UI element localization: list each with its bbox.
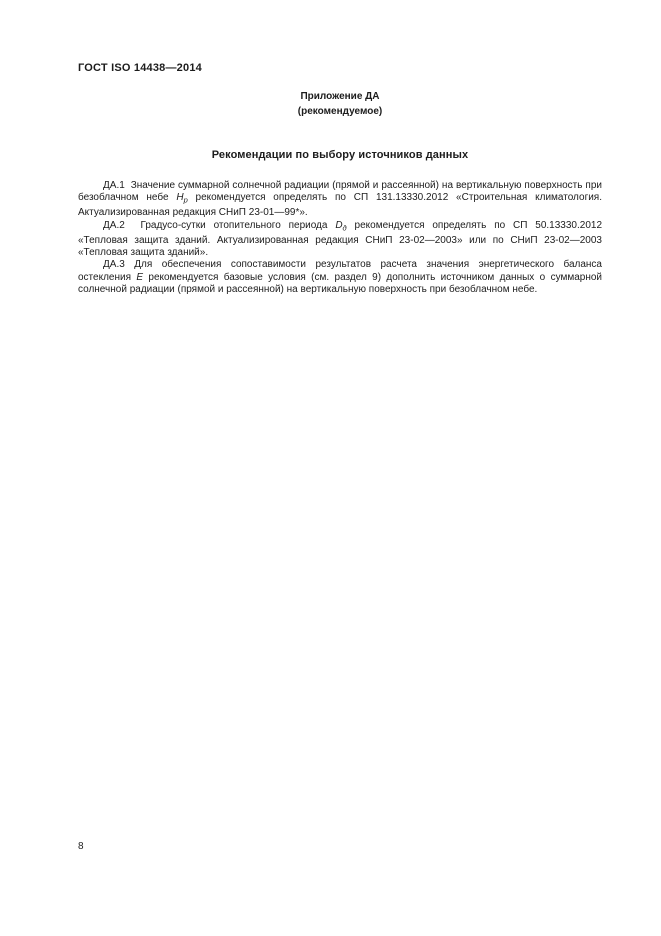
- document-designation: ГОСТ ISO 14438—2014: [78, 62, 202, 74]
- annex-type: (рекомендуемое): [297, 106, 383, 117]
- text-run: рекомендуется базовые условия (см. раздел 9) дополнить источником данных о суммарной солнечной радиации (прямой и рассеянной) на вертикальную поверхность при безоблачном небе.: [78, 271, 602, 296]
- body-text: [78, 180, 602, 297]
- variable-symbol: E: [136, 271, 144, 283]
- annex-title: Рекомендации по выбору источников данных: [211, 149, 469, 161]
- page-number: 8: [78, 841, 84, 852]
- text-run: ДА.3 Для обеспечения сопоставимости результатов расчета значения энергетического баланса остекления: [78, 259, 602, 283]
- variable-subscript: д: [342, 223, 347, 233]
- variable-symbol: D: [335, 219, 343, 231]
- annex-heading: [78, 89, 602, 119]
- text-run: рекомендуется определять по СП 131.13330.2012 «Строительная климатология. Актуализированная редакция СНиП 23-01—99*».: [78, 192, 602, 219]
- text-run: ДА.2 Градусо-сутки отопительного периода: [103, 219, 336, 231]
- variable-symbol: H: [176, 192, 184, 204]
- text-run: ДА.1 Значение суммарной солнечной радиации (прямой и рассеянной) на вертикальную поверхность при безоблачном небе: [78, 180, 602, 204]
- annex-label: Приложение ДА: [300, 91, 380, 102]
- paragraph-ДА.1: [78, 180, 602, 220]
- paragraph-ДА.3: [78, 259, 602, 296]
- paragraph-ДА.2: [78, 220, 602, 260]
- variable-subscript: р: [183, 195, 188, 205]
- text-run: рекомендуется определять по СП 50.13330.2012 «Тепловая защита зданий. Актуализированная редакция СНиП 23-02—2003» или по СНиП 23-02—2003 «Тепловая защита зданий».: [78, 219, 603, 259]
